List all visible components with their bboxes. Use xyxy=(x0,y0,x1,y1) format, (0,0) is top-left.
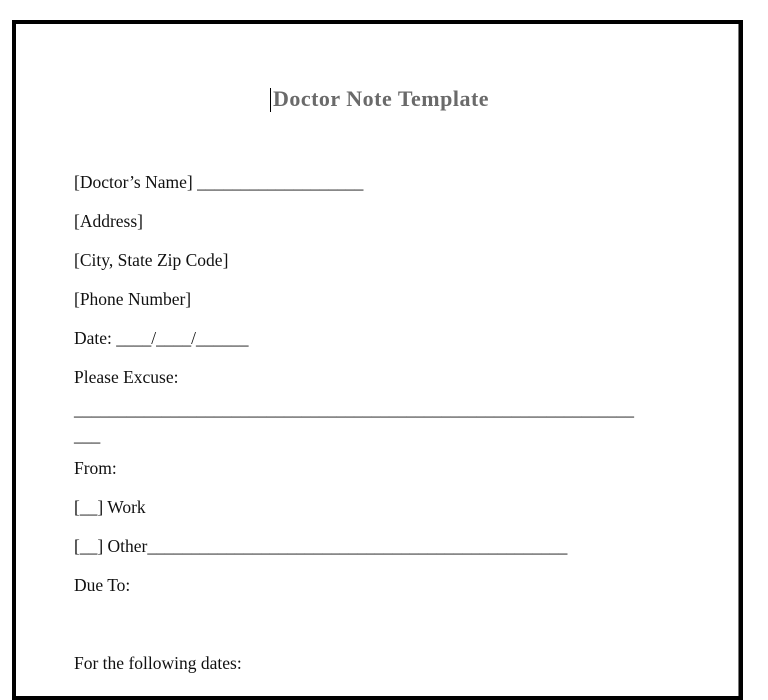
text-cursor xyxy=(270,88,271,112)
address-line[interactable]: [Address] xyxy=(74,211,144,231)
doctor-name-line[interactable]: [Doctor’s Name] ___________________ xyxy=(74,172,364,192)
phone-number-line[interactable]: [Phone Number] xyxy=(74,289,192,309)
city-state-zip-line[interactable]: [City, State Zip Code] xyxy=(74,250,229,270)
date-line[interactable]: Date: ____/____/______ xyxy=(74,328,249,348)
page-edge xyxy=(16,24,739,696)
please-excuse-blank-continued[interactable]: ___ xyxy=(74,425,101,445)
document-title: Doctor Note Template xyxy=(272,86,490,111)
title-row xyxy=(16,86,739,112)
due-to-label: Due To: xyxy=(74,575,131,595)
other-checkbox-option[interactable]: [__] Other________________________________________________ xyxy=(74,536,568,556)
please-excuse-blank[interactable]: ________________________________________________________________ xyxy=(74,399,634,419)
work-checkbox-option[interactable]: [__] Work xyxy=(74,497,146,517)
following-dates-label: For the following dates: xyxy=(74,653,242,673)
document-page xyxy=(12,20,743,700)
from-label: From: xyxy=(74,458,117,478)
please-excuse-label: Please Excuse: xyxy=(74,367,179,387)
document-title-container[interactable] xyxy=(270,86,489,112)
